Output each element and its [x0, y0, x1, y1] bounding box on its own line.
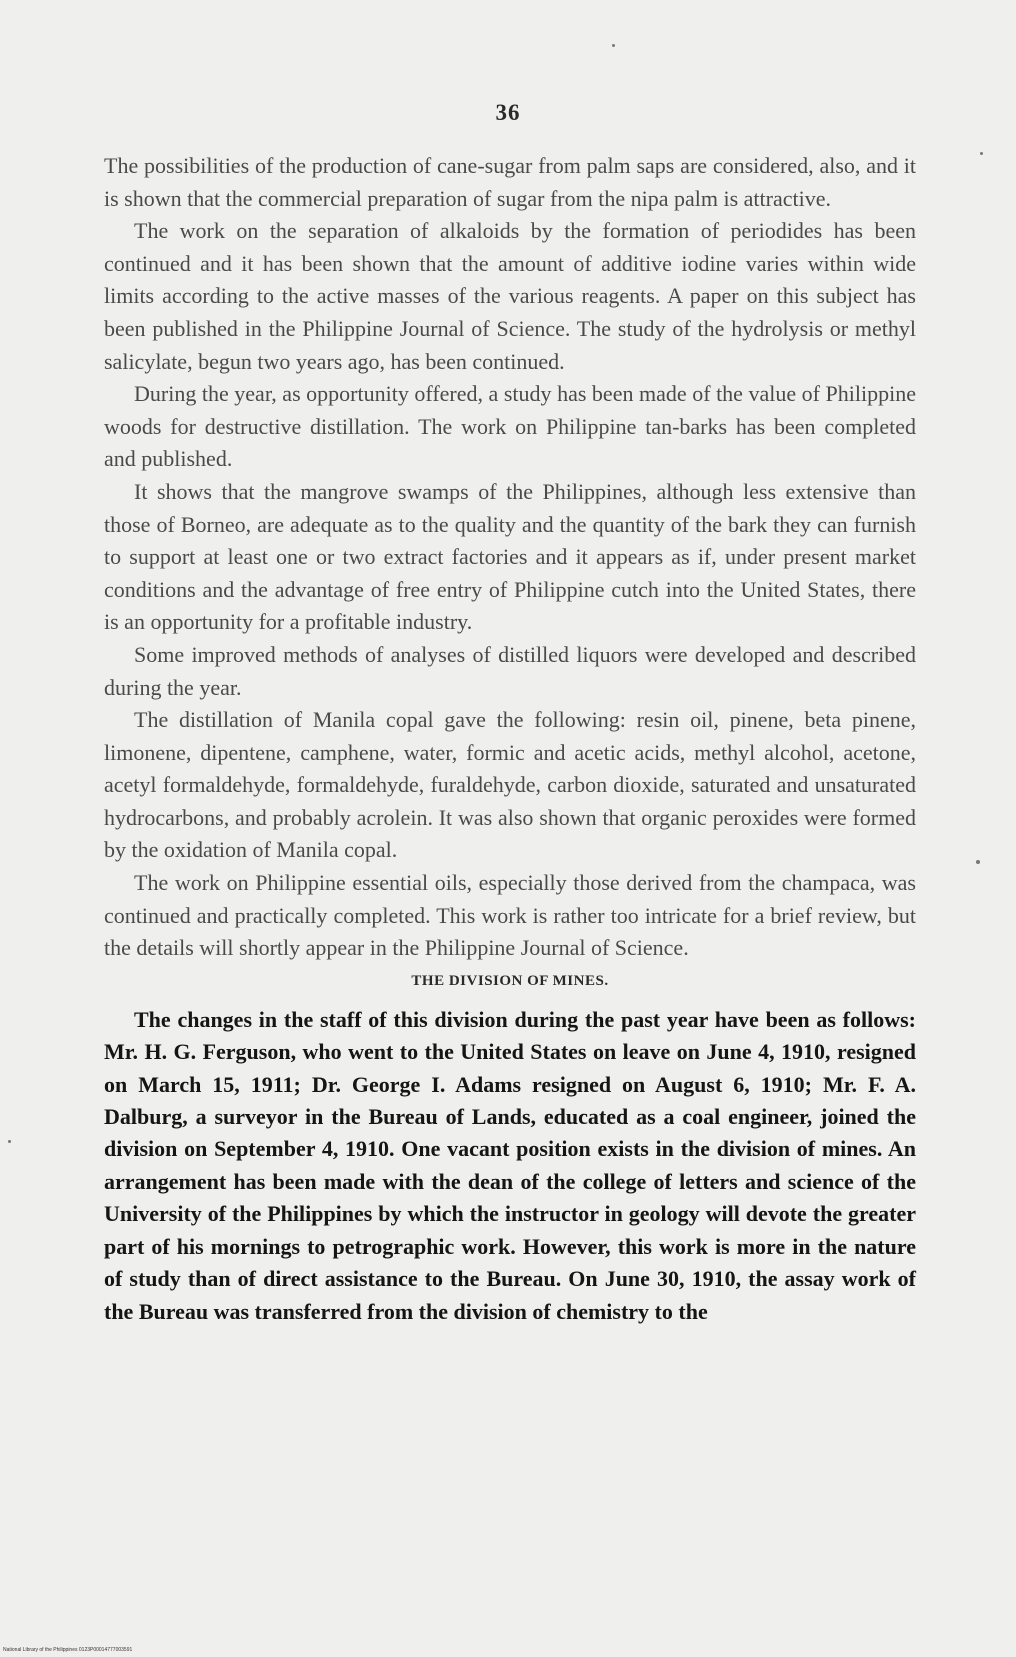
paragraph: The possibilities of the production of cane-sugar from palm saps are considered, also, and it is shown that the commercial preparation of sugar from the nipa palm is attractive.: [104, 153, 916, 211]
scan-speck: [612, 44, 615, 47]
paragraph: The work on Philippine essential oils, especially those derived from the champaca, was continued and practically completed. This work is rather too intricate for a brief review, but the details will shortly appear in the Philippine Journal of Science.: [104, 870, 916, 961]
page-number: 36: [495, 100, 521, 125]
paragraph: The distillation of Manila copal gave the following: resin oil, pinene, beta pinene, limonene, dipentene, camphene, water, formic and acetic acids, methyl alcohol, acetone, acetyl formaldehyde, formaldehyde, furaldehyde, carbon dioxide, saturated and unsaturated hydrocarbons, and probably acrolein. It was also shown that organic peroxides were formed by the oxidation of Manila copal.: [104, 707, 916, 863]
paragraph: It shows that the mangrove swamps of the Philippines, although less extensive than those of Borneo, are adequate as to the quality and the quantity of the bark they can furnish to support at least one or two extract factories and it appears as if, under present market conditions and the advantage of free entry of Philippine cutch into the United States, there is an opportunity for a profitable industry.: [104, 478, 916, 635]
scan-speck: [980, 152, 983, 155]
paragraph: Some improved methods of analyses of distilled liquors were developed and described during the year.: [104, 641, 916, 700]
paragraph: The work on the separation of alkaloids by the formation of periodides has been continued and it has been shown that the amount of additive iodine varies within wide limits according to the active masses of the various reagents. A paper on this subject has been published in the Philippine Journal of Science. The study of the hydrolysis or methyl salicylate, begun two years ago, has been continued.: [104, 218, 916, 374]
paragraph: The changes in the staff of this division during the past year have been as follows: Mr. H. G. Ferguson, who went to the United States on leave on June 4, 1910, resigned on March 15, 1911; Dr. George I. Adams resigned on August 6, 1910; Mr. F. A. Dalburg, a surveyor in the Bureau of Lands, educated as a coal engineer, joined the division on September 4, 1910. One vacant position exists in the division of mines. An arrangement has been made with the dean of the college of letters and science of the University of the Philippines by which the instructor in geology will devote the greater part of his mornings to petrographic work. However, this work is more in the nature of study than of direct assistance to the Bureau. On June 30, 1910, the assay work of the Bureau was transferred from the division of chemistry to the: [104, 1006, 916, 1324]
scan-speck: [8, 1140, 11, 1143]
scan-speck: [976, 860, 980, 864]
paragraph: During the year, as opportunity offered, a study has been made of the value of Philippine woods for destructive distillation. The work on Philippine tan-barks has been completed and published.: [104, 381, 916, 472]
chemistry-text: [104, 150, 916, 965]
section-heading: THE DIVISION OF MINES.: [411, 972, 609, 989]
footer-text: National Library of the Philippines 0123P00014777003591: [3, 1647, 133, 1653]
mines-text: [104, 1004, 916, 1328]
page-body: [104, 150, 916, 1328]
